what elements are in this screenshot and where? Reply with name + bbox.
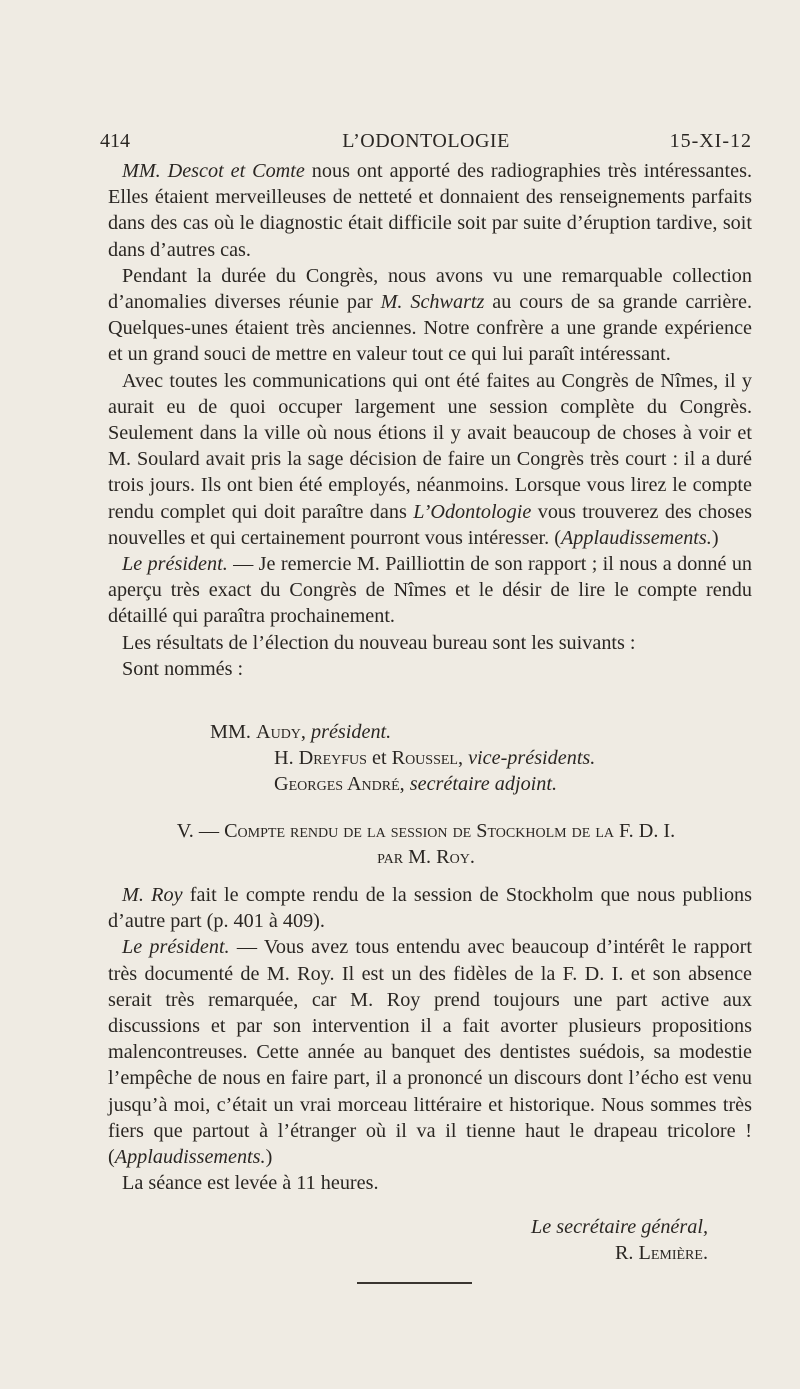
closing-rule [357,1282,472,1284]
section-heading [100,818,752,870]
bureau-row-president: MM. Audy, président. [210,721,392,743]
journal-title: L’ODONTOLOGIE [342,130,510,152]
paragraph-text: Pendant la durée du Congrès, nous avons vu une remarquable collection d’anomalies diverses réunie par [108,264,752,314]
paragraph-text: au cours de sa grande carrière. Quelques-unes étaient très anciennes. Notre confrère a une grande expérience et un grand souci de mettre en valeur tout ce qui lui paraît intéressant. [108,291,753,366]
bureau-conjunction: et [366,747,392,770]
bureau-name: H. Dreyfus [274,747,367,770]
paragraph-nominated [108,656,752,682]
bureau-name: Roussel [391,747,458,770]
paragraph-text: nous ont apporté des radiographies très intéressantes. Elles étaient merveilleuses de netteté et donnaient des renseignements parfaits dans des cas où le diagnostic était difficile soit par suite d’éruption tardive, soit dans d’autres cas. [108,160,753,261]
paragraph-session-closed [108,1170,752,1196]
journal-reference: L’Odontologie [413,500,532,523]
paragraph-anomalies [108,263,752,368]
paragraph-radiographies [108,158,752,263]
paragraph-text: — Vous avez tous entendu avec beaucoup d’intérêt le rapport très documenté de M. Roy. Il est un des fidèles de la F. D. I. et son absence serait très remarquée, car M. Roy prend toujours une part active aux discussions et par son intervention il a fait avorter plusieurs propositions malencontreuses. Cette année au banquet des dentistes suédois, sa modestie l’empêche de nous en faire part, il a prononcé un discours dont l’écho est venu jusqu’à moi, c’était un vrai morceau littéraire et historique. Nous sommes très fiers que partout à l’étranger où il va il tienne haut le drapeau tricolore ! ( [108,936,752,1169]
paragraph-president-praise [108,934,752,1170]
bureau-prefix: MM. [210,721,256,743]
bureau-row-vice-presidents: H. Dreyfus et Roussel, vice-présidents. [274,747,596,770]
paragraph-text: Les résultats de l’élection du nouveau bureau sont les suivants : [122,631,636,654]
bureau-name: Georges André [274,773,400,796]
bureau-name: Audy [256,721,301,743]
bureau-role: président. [311,721,392,743]
signature-title: Le secrétaire général, [531,1216,708,1238]
paragraph-text: La séance est levée à 11 heures. [122,1172,379,1195]
bureau-row-secretary: Georges André, secrétaire adjoint. [274,773,558,796]
body-text-lower [108,882,752,1196]
paragraph-text: — Je remercie M. Pailliottin de son rapport ; il nous a donné un aperçu très exact du Congrès de Nîmes et le désir de lire le compte rendu détaillé qui paraîtra prochainement. [108,553,753,628]
paragraph-text: ) [711,526,719,549]
section-heading-line-1: V. — Compte rendu de la session de Stockholm de la F. D. I. [176,820,676,842]
page-number: 414 [100,130,130,152]
paragraph-text: Sont nommés : [122,657,244,680]
paragraph-text: fait le compte rendu de la session de Stockholm que nous publions d’autre part (p. 401 à 409). [108,884,752,933]
running-header [100,130,752,160]
paragraph-text: Avec toutes les communications qui ont été faites au Congrès de Nîmes, il y aurait eu de quoi occuper largement une session complète du Congrès. Seulement dans la ville où nous étions il y avait beaucoup de choses à voir et M. Soulard avait pris la sage décision de faire un Congrès très court : il a duré trois jours. Ils ont bien été employés, néanmoins. Lorsque vous lirez le compte rendu complet qui doit paraître dans [108,369,752,523]
paragraph-election-results [108,630,752,656]
bureau-list [210,719,595,798]
paragraph-president-thanks [108,551,752,630]
paragraph-roy-report [108,882,752,934]
name-roy: M. Roy [122,884,183,906]
name-schwartz: M. Schwartz [380,291,485,314]
applause-note: Applaudissements. [114,1146,266,1169]
speaker-label: Le président. [122,936,230,959]
signature-block [531,1214,708,1266]
applause-note: Applaudissements. [560,526,712,549]
speaker-label: Le président. [122,553,228,576]
bureau-role: vice-présidents. [468,747,596,770]
section-heading-line-2: par M. Roy. [377,846,475,869]
paragraph-text: vous trouverez des choses nouvelles et qui certainement pourront vous intéresser. ( [108,500,752,549]
paragraph-text: ) [265,1146,273,1169]
issue-date: 15-XI-12 [669,130,752,152]
signature-name: R. Lemière. [614,1242,708,1265]
names-descot-comte: MM. Descot et Comte [122,160,305,182]
bureau-role: secrétaire adjoint. [409,773,558,796]
body-text-upper [108,158,752,682]
paragraph-communications [108,368,752,551]
